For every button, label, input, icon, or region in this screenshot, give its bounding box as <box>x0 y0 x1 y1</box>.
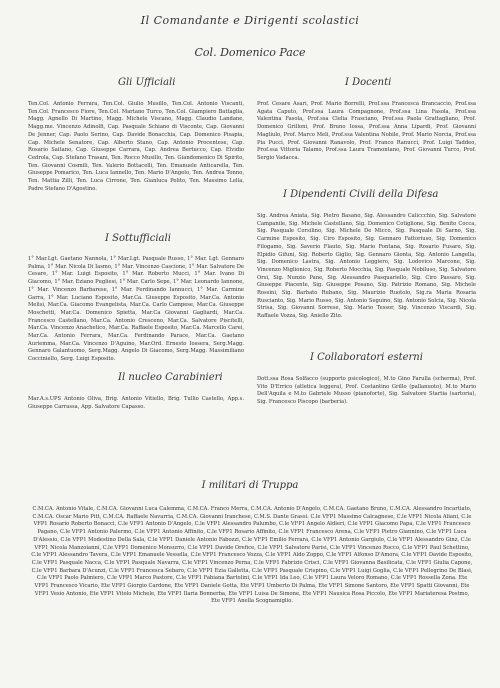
page-title: Il Comandante e Dirigenti scolastici <box>140 14 360 27</box>
truppa-heading: I militari di Truppa <box>201 480 299 491</box>
uffiziali-text: Ten.Col. Antonio Ferrara, Ten.Col. Giulio Musillo, Ten.Col. Antonio Viscanti, Ten.Col. Francesco Fiore, Ten.Col. Martano Turco, Ten.Col. Giampiero Battaglia, Magg. Agnello Di Martino, Magg. Michele Viscano, Magg. Claudio Landane, Magg.me. Vincenzo Adinolfi, Cap. Pasquale Schiano di Visconte, Cap. Giovanni De Jenner, Cap. Paolo Serino, Cap. Davide Bonacchia, Cap. Domenico Pisapia, Cap. Michele Senatore, Cap. Alberto Stano, Cap. Antonio Procentese, Cap. Rosario Saitano, Cap. Giuseppe Carrara, Cap. Andrea Bertucco, Cap. Elvidio Cedrola, Cap. Stefano Trasani, Ten. Rocco Musillo, Ten. Giandomenico Di Spirito, Ten. Giovanni Cosmili, Ten. Valerio Bottacelli, Ten. Emanuele Anticarella, Ten. Giuseppe Pomarico, Ten. Luca Iannello, Ten. Mario D'Angelo, Ten. Andrea Tonno, Ten. Mattia Zilli, Ten. Luca Cirrone, Ten. Gianluca Polito, Ten. Massimo Lella, Padre Stefano D'Agostino. <box>28 101 244 192</box>
dipendenti-heading: I Dipendenti Civili della Difesa <box>283 189 439 200</box>
carabinieri-text: Mar.A.s.UPS Antonio Oliva, Brig. Antonio Vitiello, Brig. Tullio Castello, App.s. Giuseppe Carrassa, App. Salvatore Capasso. <box>28 396 244 410</box>
collaboratori-heading: I Collaboratori esterni <box>310 352 423 363</box>
docenti-text: Prof. Cesare Asari, Prof. Mario Borrelli, Prof.ssa Francesca Brancaccio, Prof.ssa Agata Caputo, Prof.ssa Laura Compagnone, Prof.ssa Lina Fasola, Prof.ssa Valentina Fasola, Prof.ssa Clelia Frasciano, Prof.ssa Paola Grattagliano, Prof. Domenico Grilloni, Prof. Bruno Iossa, Prof.ssa Anna Lipardi, Prof. Giovanni Magliulo, Prof. Marco Meli, Prof.ssa Valentina Nobile, Prof. Mario Norcia, Prof.ssa Pia Pucci, Prof. Giovanni Ranavolo, Prof. Franco Ranucci, Prof. Luigi Taddeo, Prof.ssa Vittoria Talamo, Prof.ssa Laura Tramontano, Prof. Giovanni Turco, Prof. Sergio Vadacca. <box>257 101 476 161</box>
sottufficiali-heading: I Sottufficiali <box>105 233 171 244</box>
carabinieri-heading: Il nucleo Carabinieri <box>118 372 223 383</box>
sottufficiali-text: 1° Mar.Lgt. Gaetano Nannola, 1° Mar.Lgt. Pasquale Russo, 1° Mar. Lgt. Gennaro Palma, 1° Mar. Nicola Di Iasmo, 1° Mar. Vincenzo Cascione, 1° Mar. Salvatore De Cesare, 1° Mar. Luigi Esposito, 1° Mar. Roberto Mucci, 1° Mar. Ivano Di Giacomo, 1° Mar. Eziano Pugliesi, 1° Mar. Carlo Sepe, 1° Mar. Leonardo Iannone, 1° Mar. Vincenzo Barbarese, 1° Mar. Ferdinando Iannucci, 1° Mar. Carmine Garra, 1° Mar. Luciano Esposito, Mar.Ca. Giuseppe Esposito, Mar.Ca. Antonio Melisi, Mar.Ca. Giacomo Evangelista, Mar.Ca. Carlo Campese, Mar.Ca. Giuseppe Moschetti, Mar.Ca. Domenico Spietta, Mar.Ca Giovanni Gagliardi, Mar.Ca. Francesco Castellano, Mar.Ca. Antonio Cresceno, Mar.Ca. Salvatore Piscitelli, Mar.Ca. Vincenzo Anachetico, Mar.Ca. Raffaele Esposito, Mar.Ca. Marcello Carei, Mar.Ca. Antonio Ferrara, Mar.Ca. Ferdinando Parace, Mar.Ca. Gaetano Auriemma, Mar.Ca. Vincenzo D'Aguino, Mar.Ord. Ernesto Iossera, Serg.Magg. Gennaro Galantuomo, Serg.Magg. Angelo Di Giacomo, Serg.Magg. Massimiliano Cocciniello, Serg. Luigi Esposito. <box>28 256 244 363</box>
collaboratori-text: Dott.ssa Rosa Solfacco (supporto psicologico), M.to Gino Farulla (scherma), Prof. Vito D'Errico (atletica leggera), Prof. Costantino Grillo (pallanuoto), M.to Mario Dell'Aquila e M.to Gabriele Musso (pianoforte), Sig. Salvatore Startia (sartoria), Sig. Francesco Piscopo (barberia). <box>257 376 476 406</box>
commander-name: Col. Domenico Pace <box>194 46 306 59</box>
uffiziali-heading: Gli Ufficiali <box>118 77 176 88</box>
docenti-heading: I Docenti <box>345 77 392 88</box>
dipendenti-text: Sig. Andrea Aniata, Sig. Pietro Basano, Sig. Alessandro Caliccchio, Sig. Salvatore Campanile, Sig. Michele Castellano, Sig. Domenico Cotiglione, Sig. Benito Cocca, Sig. Pasquale Corsilino, Sig. Michele De Micco, Sig. Pasquale Di Sarno, Sig. Carmine Esposito, Sig. Ciro Esposito, Sig. Gennaro Fattoriuso, Sig. Domenico Filogamo, Sig. Saverio Flauto, Sig. Mario Fontana, Sig. Rosario Fusaro, Sig. Elpidio Gifuni, Sig. Roberto Giglio, Sig. Gennaro Gionta, Sig. Antonio Langella, Sig. Domenico Lastra, Sig. Antonio Leggiero, Sig. Lodovico Marcone, Sig. Vincenzo Miglionico, Sig. Roberto Mocchia, Sig. Pasquale Nobiluso, Sig. Salvatore Orsi, Sig. Nunzio Pane, Sig. Alessandro Pasquariello, Sig. Ciro Passaro, Sig. Giuseppe Piacente, Sig. Giuseppe Posano, Sig. Patrizio Romano, Sig. Michele Rossini, Sig. Barbato Rubano, Sig. Maurizio Ruotolo, Sig.ra Maria Rosaria Ruscianto, Sig. Mario Russo, Sig. Antonio Seguino, Sig. Antonio Solcia, Sig. Nicola Strisa, Sig. Giovanni Sorrese, Sig. Mario Tessor, Sig. Vincenzo Viscardi, Sig. Raffaele Vozza, Sig. Aniello Zito. <box>257 213 476 320</box>
truppa-text: C.M.CA. Antonio Vitale, C.M.CA. Giovanni Luca Calemma, C.M.CA. Franco Merra, C.M.CA. Antonio D'Angelo, C.M.CA. Gaetano Bruno, C.M.CA. Alessandro Incartiato, C.M.CA. Oscar Mario Pitt, C.M.CA. Raffaele Navarria, C.M.CA. Giovanni Iranchese, C.M.S. Dante Grassi. C.le VFP1 Massimo Calcagnese, C.le VFP1 Nicola Aliani, C.le VFP1 Rosario Roberto Bonacci, C.le VFP1 Antonio D'Angelo, C.le VFP1 Alessandro Palumbo, C.le VFP1 Angelo Aldieri, C.le VFP1 Giacomo Papa, C.le VFP1 Francesco Pagano, C.le VFP1 Antonio Palermo, C.le VFP1 Antonio Affinito, C.le VFP1 Rosario Affinito, C.le VFP1 Francesco Arena, C.le VFP1 Pietro Giannino, C.le VFP1 Luca D'Alessio, C.le VFP1 Modestino Della Sala, C.le VFP1 Daniele Antonio Fabozzi, C.le VFP1 Emilio Ferrara, C.le VFP1 Antonio Gargiulo, C.le VFP1 Alessandro Ginz, C.le VFP1 Nicola Manzoianni, C.le VFP1 Domenico Monsurro, C.le VFP1 Davide Orefice, C.le VFP1 Salvatore Parisi, C.le VFP1 Vincenzo Rocco, C.le VFP1 Paul Schettino, C.le VFP1 Alessandro Tavera, C.le VFP1 Emanuele Vessella, C.le VFP1 Francesco Vozza, C.le VFP1 Aldo Zoppo, C.le VFP1 Alfonso D'Amora, C.le VFP1 Davide Esposito, C.le VFP1 Pasquale Nacca, C.le VFP1 Pasquale Navarra, C.le VFP1 Vincenzo Perna, C.le VFP1 Fabrizio Crisci, C.le VFP1 Giovanna Basilicata, C.le VFP1 Giulia Capone, C.le VFP1 Barbara D'Acunzi, C.le VFP1 Francesca Sebaro, C.le VFP1 Ezia Galletta, C.le VFP1 Pasquale Crispino, C.le VFP1 Luigi Goglia, C.le VFP1 Pellegrino De Blasi, C.le VFP1 Paolo Palmiero, C.le VFP1 Marco Pastore, C.le VFP1 Fabiana Bartolini, C.le VFP1 Ida Leo, C.le VFP1 Laura Veloro Romano, C.le VFP1 Rossella Zona. Ete VFP1 Francesco Vicario, Ete VFP1 Giorgio Cardone, Ete VFP1 Daniele Gotta, Ete VFP1 Umberto Di Palma, Ete VFP1 Simone Santoro, Ete VFP1 Spatti Giovanni, Ete VFP1 Vesio Antonio, Ete VFP1 Vitolo Michele, Ete VFP1 Ilaria Bonnerba, Ete VFP1 Luisa De Simone, Ete VFP1 Nausica Rosa Piccolo, Ete VFP1 Mariateresa Postmo, Ete VFP1 Anella Scognamiglio. <box>31 506 473 605</box>
